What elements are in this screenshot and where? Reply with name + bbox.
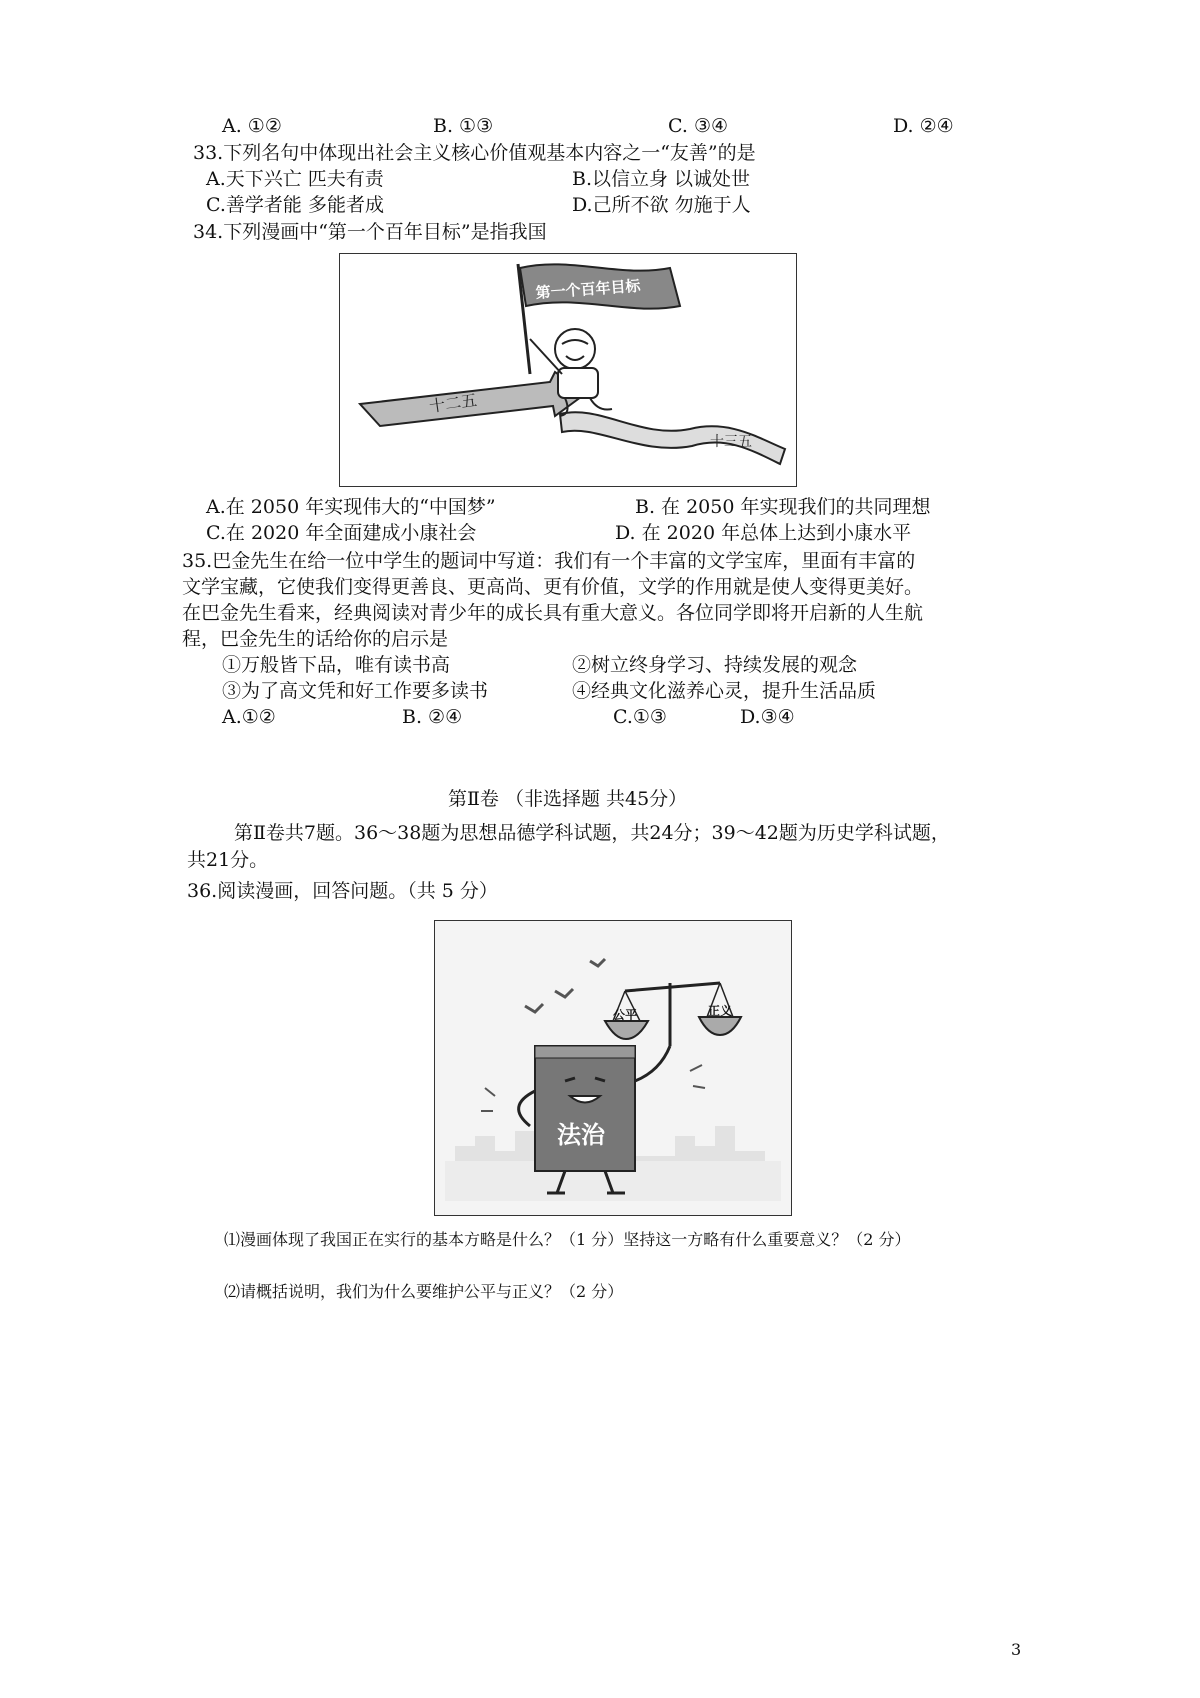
q35-stem-line-2: 文学宝藏，它使我们变得更善良、更高尚、更有价值，文学的作用就是使人变得更美好。 xyxy=(182,576,924,598)
q34-option-d: D. 在 2020 年总体上达到小康水平 xyxy=(615,522,912,544)
q34-cartoon-drawing xyxy=(340,254,796,486)
q32-option-b: B. ①③ xyxy=(433,115,494,137)
q35-item-2: ②树立终身学习、持续发展的观念 xyxy=(572,654,858,676)
q35-option-c: C.①③ xyxy=(613,706,667,728)
part2-intro-line-2: 共21分。 xyxy=(187,849,269,871)
q35-stem-line-3: 在巴金先生看来，经典阅读对青少年的成长具有重大意义。各位同学即将开启新的人生航 xyxy=(182,602,924,624)
q36-book-text: 法治 xyxy=(557,1121,605,1149)
q36-subquestion-2: ⑵请概括说明，我们为什么要维护公平与正义？（2 分） xyxy=(224,1282,624,1301)
q34-flag-text: 第一个百年目标 xyxy=(535,276,642,302)
page-number: 3 xyxy=(1011,1640,1022,1659)
q34-option-b: B. 在 2050 年实现我们的共同理想 xyxy=(635,496,931,518)
svg-text:十三五: 十三五 xyxy=(710,434,752,450)
q35-item-1: ①万般皆下品，唯有读书高 xyxy=(222,654,451,676)
q35-stem-line-1: 35.巴金先生在给一位中学生的题词中写道：我们有一个丰富的文学宝库，里面有丰富的 xyxy=(182,550,916,572)
q32-option-a: A. ①② xyxy=(222,115,282,137)
q35-item-3: ③为了高文凭和好工作要多读书 xyxy=(222,680,489,702)
q33-option-d: D.己所不欲 勿施于人 xyxy=(572,194,751,216)
q34-option-a: A.在 2050 年实现伟大的“中国梦” xyxy=(206,496,496,518)
q32-option-d: D. ②④ xyxy=(893,115,954,137)
q34-stem: 34.下列漫画中“第一个百年目标”是指我国 xyxy=(193,221,547,243)
part2-intro-line-1: 第Ⅱ卷共7题。36～38题为思想品德学科试题，共24分；39～42题为历史学科试题， xyxy=(234,822,950,844)
q35-option-a: A.①② xyxy=(222,706,276,728)
q35-item-4: ④经典文化滋养心灵，提升生活品质 xyxy=(572,680,877,702)
q36-subquestion-1: ⑴漫画体现了我国正在实行的基本方略是什么？（1 分）坚持这一方略有什么重要意义？（2 分） xyxy=(224,1230,911,1249)
q33-stem: 33.下列名句中体现出社会主义核心价值观基本内容之一“友善”的是 xyxy=(193,142,756,164)
q35-stem-line-4: 程，巴金先生的话给你的启示是 xyxy=(182,628,449,650)
q33-option-b: B.以信立身 以诚处世 xyxy=(572,168,751,190)
q36-stem: 36.阅读漫画，回答问题。（共 5 分） xyxy=(187,880,498,902)
q36-cartoon-drawing xyxy=(435,921,791,1215)
q36-cartoon xyxy=(434,920,792,1216)
q36-pan-right-text: 正义 xyxy=(708,1004,733,1018)
part2-title: 第Ⅱ卷 （非选择题 共45分） xyxy=(448,788,688,810)
q33-option-a: A.天下兴亡 匹夫有责 xyxy=(206,168,384,190)
q35-option-d: D.③④ xyxy=(740,706,795,728)
svg-text:十二五: 十二五 xyxy=(427,390,479,416)
q34-cartoon xyxy=(339,253,797,487)
q36-pan-left-text: 公平 xyxy=(613,1008,638,1022)
q34-option-c: C.在 2020 年全面建成小康社会 xyxy=(206,522,477,544)
q33-option-c: C.善学者能 多能者成 xyxy=(206,194,384,216)
q35-option-b: B. ②④ xyxy=(402,706,463,728)
q32-option-c: C. ③④ xyxy=(668,115,729,137)
